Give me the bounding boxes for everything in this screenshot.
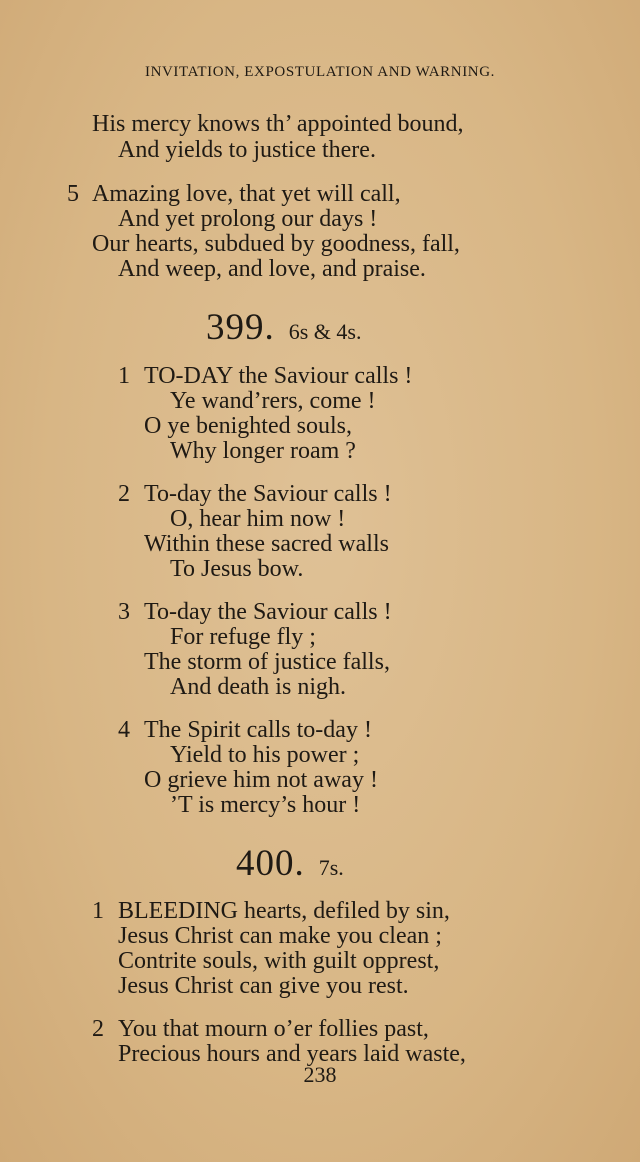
continuation-line-1: His mercy knows th’ appointed bound, — [92, 111, 464, 137]
verse-number: 2 — [118, 481, 130, 507]
verse-line: Why longer roam ? — [170, 438, 356, 464]
hymn-number: 400. — [236, 843, 305, 884]
hymn-heading-399 — [206, 306, 362, 349]
page-number: 238 — [303, 1062, 337, 1087]
verse-line: To Jesus bow. — [170, 556, 304, 582]
hymn-heading-400 — [236, 842, 344, 885]
hymn-number: 399. — [206, 307, 275, 348]
verse-line: O, hear him now ! — [170, 506, 346, 532]
verse-line: Yield to his power ; — [170, 742, 360, 768]
verse-line: To-day the Saviour calls ! — [144, 599, 392, 625]
verse-number: 1 — [118, 363, 130, 389]
verse-line: O ye benighted souls, — [144, 413, 352, 439]
verse-line: Jesus Christ can give you rest. — [118, 973, 409, 999]
verse-line: For refuge fly ; — [170, 624, 316, 650]
hymn-meter: 6s & 4s. — [288, 319, 362, 344]
verse-line: The Spirit calls to-day ! — [144, 717, 372, 743]
verse-number: 3 — [118, 599, 130, 625]
verse-line: O grieve him not away ! — [144, 767, 378, 793]
verse-line: Precious hours and years laid waste, — [118, 1041, 466, 1067]
verse-line: The storm of justice falls, — [144, 649, 390, 675]
verse-line: And death is nigh. — [170, 674, 346, 700]
verse-number: 4 — [118, 717, 130, 743]
verse-number: 5 — [67, 181, 79, 207]
running-head: INVITATION, EXPOSTULATION AND WARNING. — [144, 64, 496, 80]
verse-line: Contrite souls, with guilt opprest, — [118, 948, 440, 974]
verse-line: Our hearts, subdued by goodness, fall, — [92, 231, 460, 257]
verse-line: ’T is mercy’s hour ! — [170, 792, 361, 818]
verse-line: Within these sacred walls — [144, 531, 389, 557]
verse-line: To-day the Saviour calls ! — [144, 481, 392, 507]
verse-line: And weep, and love, and praise. — [118, 256, 426, 282]
verse-line: Jesus Christ can make you clean ; — [118, 923, 442, 949]
verse-line: Ye wand’rers, come ! — [170, 388, 376, 414]
hymn-meter: 7s. — [318, 855, 344, 880]
verse-number: 1 — [92, 898, 104, 924]
verse-line: BLEEDING hearts, defiled by sin, — [118, 898, 450, 924]
verse-line: And yet prolong our days ! — [118, 206, 378, 232]
verse-line: You that mourn o’er follies past, — [118, 1016, 429, 1042]
verse-line: Amazing love, that yet will call, — [92, 181, 401, 207]
verse-line: TO-DAY the Saviour calls ! — [144, 363, 413, 389]
continuation-line-2: And yields to justice there. — [118, 137, 376, 163]
verse-number: 2 — [92, 1016, 104, 1042]
